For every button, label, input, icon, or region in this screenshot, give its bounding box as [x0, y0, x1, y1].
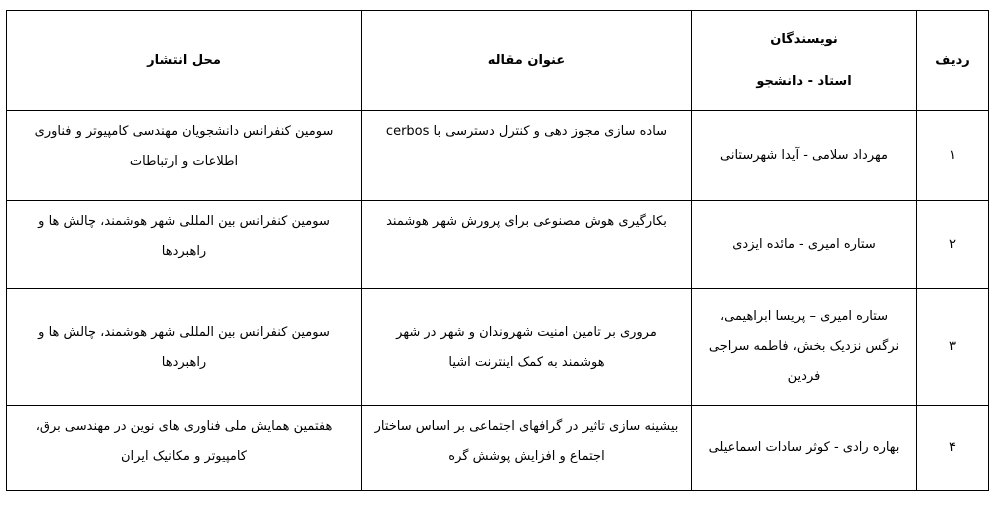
- cell-row-number: ۴: [917, 406, 989, 491]
- table-row: [7, 201, 989, 289]
- cell-title: مروری بر تامین امنیت شهروندان و شهر در شهر هوشمند به کمک اینترنت اشیا: [362, 289, 692, 406]
- header-authors: [692, 11, 917, 111]
- cell-authors: مهرداد سلامی - آیدا شهرستانی: [692, 111, 917, 201]
- cell-venue: هفتمین همایش ملی فناوری های نوین در مهندسی برق، کامپیوتر و مکانیک ایران: [7, 406, 362, 491]
- cell-authors: ستاره امیری – پریسا ابراهیمی، نرگس نزدیک بخش، فاطمه سراجی فردین: [692, 289, 917, 406]
- publications-table-container: [6, 10, 988, 491]
- table-header-row: [7, 11, 989, 111]
- table-row: [7, 111, 989, 201]
- cell-title: بکارگیری هوش مصنوعی برای پرورش شهر هوشمند: [362, 201, 692, 289]
- cell-row-number: ۲: [917, 201, 989, 289]
- cell-title: بیشینه سازی تاثیر در گرافهای اجتماعی بر اساس ساختار اجتماع و افزایش پوشش گره: [362, 406, 692, 491]
- header-venue: محل انتشار: [7, 11, 362, 111]
- publications-table: [6, 10, 989, 491]
- header-row-number: ردیف: [917, 11, 989, 111]
- cell-row-number: ۱: [917, 111, 989, 201]
- cell-authors: ستاره امیری - مائده ایزدی: [692, 201, 917, 289]
- cell-row-number: ۳: [917, 289, 989, 406]
- table-row: [7, 406, 989, 491]
- table-row: [7, 289, 989, 406]
- header-authors-line1: نویسندگان: [770, 31, 838, 47]
- cell-authors: بهاره رادی - کوثر سادات اسماعیلی: [692, 406, 917, 491]
- cell-venue: سومین کنفرانس بین المللی شهر هوشمند، چالش ها و راهبردها: [7, 289, 362, 406]
- header-authors-line2: استاد - دانشجو: [756, 73, 852, 89]
- header-title: عنوان مقاله: [362, 11, 692, 111]
- cell-title: ساده سازی مجوز دهی و کنترل دسترسی با cerbos: [362, 111, 692, 201]
- cell-venue: سومین کنفرانس دانشجویان مهندسی کامپیوتر و فناوری اطلاعات و ارتباطات: [7, 111, 362, 201]
- cell-venue: سومین کنفرانس بین المللی شهر هوشمند، چالش ها و راهبردها: [7, 201, 362, 289]
